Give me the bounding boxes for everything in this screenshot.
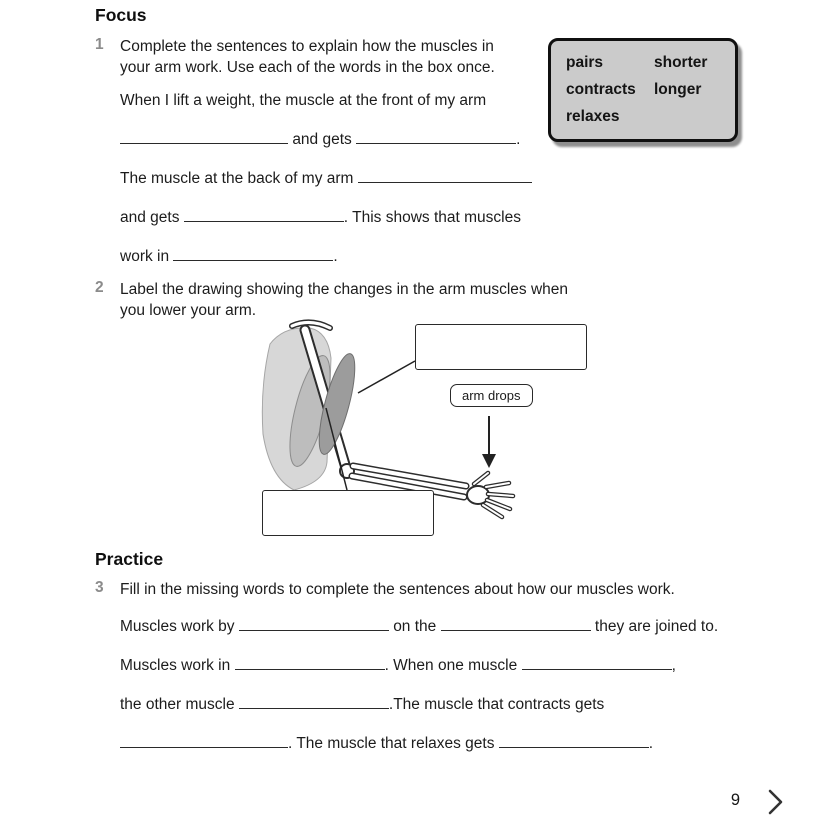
sentence-text: . — [333, 248, 338, 265]
word-box-word: pairs — [566, 54, 604, 71]
sentence-text: , — [671, 657, 676, 674]
arm-drops-caption — [450, 384, 533, 407]
question-3 — [95, 579, 745, 772]
sentence-text: . — [648, 735, 654, 752]
word-box-word: shorter — [654, 54, 708, 71]
muscle-label-box-top[interactable] — [415, 324, 587, 370]
muscle-label-box-bottom[interactable] — [262, 490, 434, 536]
answer-blank[interactable] — [358, 170, 532, 183]
answer-blank[interactable] — [120, 131, 288, 144]
question-1-number: 1 — [95, 36, 104, 53]
sentence-text: . This shows that muscles — [343, 209, 521, 226]
answer-blank[interactable] — [235, 657, 385, 670]
sentence-text: When I lift a weight, the muscle at the front of my arm — [120, 92, 487, 109]
word-box — [548, 38, 738, 142]
q1-sentence-line-2 — [120, 129, 540, 151]
arm-diagram — [250, 316, 605, 548]
answer-blank[interactable] — [173, 248, 333, 261]
q3-sentence-line-4 — [120, 733, 745, 755]
sentence-text: . — [516, 131, 521, 148]
question-2-prompt: Label the drawing showing the changes in the arm muscles when you lower your arm. — [120, 281, 569, 319]
question-3-prompt: Fill in the missing words to complete the sentences about how our muscles work. — [120, 581, 675, 598]
word-box-word: longer — [654, 81, 702, 98]
answer-blank[interactable] — [239, 696, 389, 709]
q1-sentence-line-1 — [120, 90, 540, 112]
answer-blank[interactable] — [184, 209, 344, 222]
arrow-head-icon — [482, 454, 496, 468]
practice-heading: Practice — [95, 549, 164, 569]
sentence-text: Muscles work by — [120, 618, 235, 635]
chevron-right-icon[interactable] — [764, 788, 786, 821]
sentence-text: and gets — [120, 209, 180, 226]
sentence-text: The muscle at the back of my arm — [120, 170, 354, 187]
word-box-word: relaxes — [566, 108, 620, 125]
sentence-text: .The muscle that contracts gets — [388, 696, 605, 713]
question-2-number: 2 — [95, 279, 104, 296]
sentence-text: work in — [120, 248, 170, 265]
q1-sentence-line-4 — [120, 207, 540, 229]
answer-blank[interactable] — [239, 618, 389, 631]
answer-blank[interactable] — [356, 131, 516, 144]
answer-blank[interactable] — [441, 618, 591, 631]
q3-sentence-line-3 — [120, 694, 745, 716]
label-connector-line-top — [358, 361, 415, 393]
word-box-word: contracts — [566, 81, 636, 98]
q3-sentence-line-2 — [120, 655, 745, 677]
q1-sentence-line-3 — [120, 168, 540, 190]
sentence-text: . The muscle that relaxes gets — [288, 735, 495, 752]
q1-sentence-line-5 — [120, 246, 540, 268]
focus-heading: Focus — [95, 5, 147, 25]
sentence-text: on the — [393, 618, 437, 635]
sentence-text: the other muscle — [120, 696, 235, 713]
sentence-text: Muscles work in — [120, 657, 231, 674]
question-3-number: 3 — [95, 579, 104, 596]
question-1-prompt: Complete the sentences to explain how the muscles in your arm work. Use each of the words in the box once. — [120, 38, 495, 76]
arm-drops-text: arm drops — [462, 388, 521, 403]
sentence-text: and gets — [292, 131, 352, 148]
q3-sentence-line-1 — [120, 616, 745, 638]
answer-blank[interactable] — [522, 657, 672, 670]
page-number: 9 — [730, 791, 740, 809]
question-1 — [95, 36, 540, 285]
answer-blank[interactable] — [499, 735, 649, 748]
sentence-text: . When one muscle — [384, 657, 518, 674]
answer-blank[interactable] — [120, 735, 288, 748]
sentence-text: they are joined to. — [594, 618, 719, 635]
